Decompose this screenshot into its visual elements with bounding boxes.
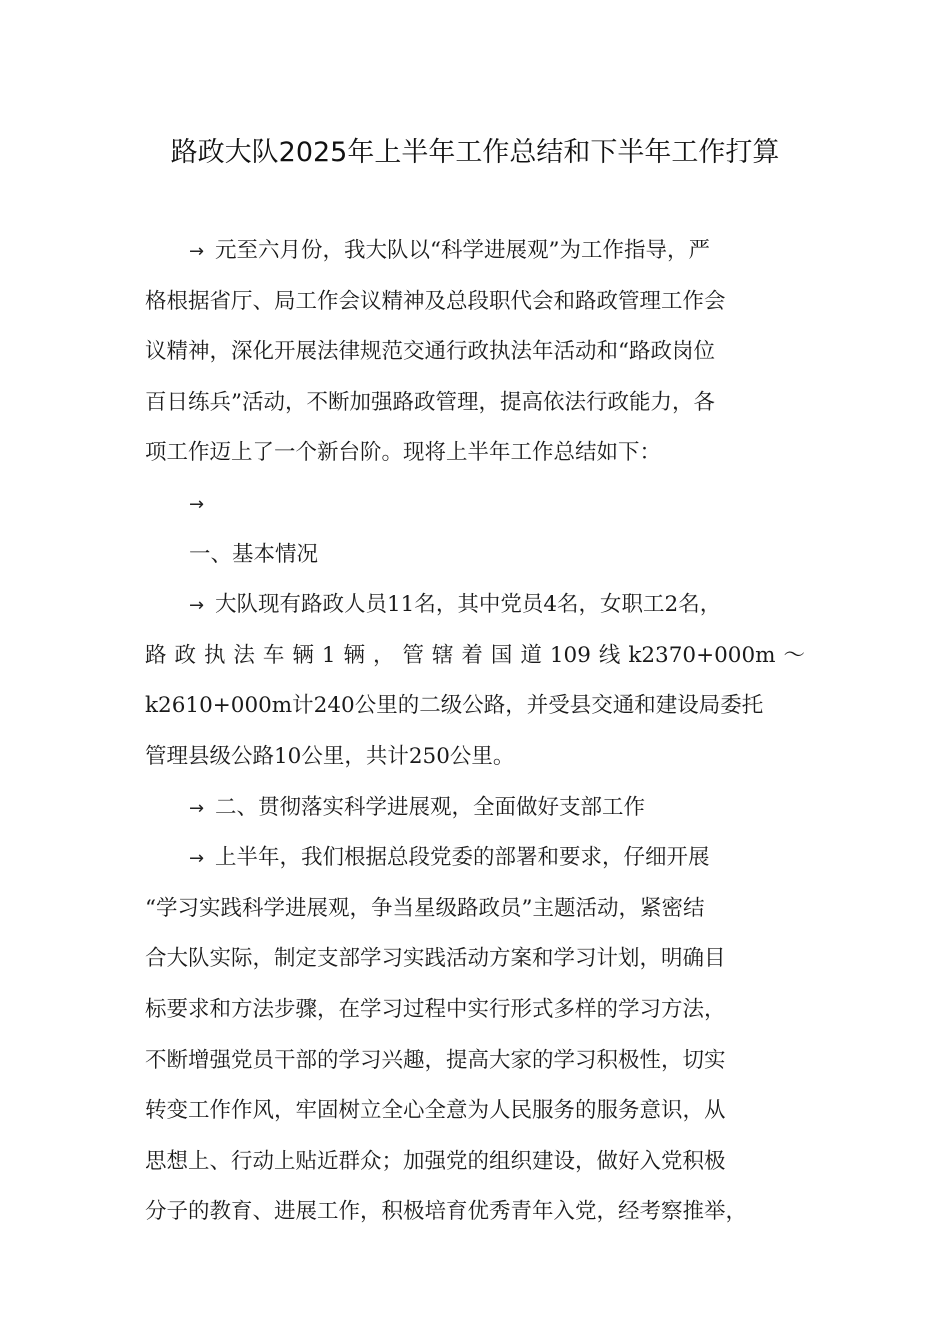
text-line-content: 百日练兵”活动，不断加强路政管理，提高依法行政能力，各 (145, 389, 715, 415)
text-line (145, 378, 805, 429)
text-line (145, 1086, 805, 1137)
text-line (145, 1137, 805, 1188)
text-line (145, 631, 805, 682)
text-line (145, 934, 805, 985)
text-line-content: 不断增强党员干部的学习兴趣，提高大家的学习积极性，切实 (145, 1047, 726, 1073)
document-title: 路政大队2025年上半年工作总结和下半年工作打算 (170, 137, 780, 168)
text-line-content: 大队现有路政人员11名，其中党员4名，女职工2名， (215, 592, 722, 618)
text-line-content: 管理县级公路10公里，共计250公里。 (145, 743, 515, 769)
text-line-content: 思想上、行动上贴近群众；加强党的组织建设，做好入党积极 (145, 1148, 726, 1174)
text-line-content: 合大队实际，制定支部学习实践活动方案和学习计划，明确目 (145, 946, 726, 972)
text-line-content: 元至六月份，我大队以“科学进展观”为工作指导，严 (215, 238, 710, 263)
paragraph-mark-icon: → (189, 493, 205, 515)
text-line-content: 格根据省厅、局工作会议精神及总段职代会和路政管理工作会 (145, 288, 726, 314)
text-line-content: 项工作迈上了一个新台阶。现将上半年工作总结如下： (145, 440, 662, 466)
text-line-content: 标要求和方法步骤，在学习过程中实行形式多样的学习方法， (145, 996, 726, 1022)
text-line (145, 681, 805, 732)
text-line (145, 428, 805, 479)
text-line-content: 转变工作作风，牢固树立全心全意为人民服务的服务意识，从 (145, 1098, 726, 1124)
text-line (145, 884, 805, 935)
text-line (145, 479, 805, 530)
text-line (145, 985, 805, 1036)
text-line (145, 1036, 805, 1087)
text-line-content: 分子的教育、进展工作，积极培育优秀青年入党，经考察推举， (145, 1199, 748, 1225)
text-line-content: 一、基本情况 (189, 541, 319, 567)
text-line (145, 327, 805, 378)
text-line (145, 226, 805, 277)
text-line-content: k2610+000m计240公里的二级公路，并受县交通和建设局委托 (145, 693, 764, 719)
text-line-content: 议精神，深化开展法律规范交通行政执法年活动和“路政岗位 (145, 339, 715, 365)
text-line (145, 833, 805, 884)
document-body (145, 226, 805, 1238)
text-line (145, 277, 805, 328)
text-line-content: “学习实践科学进展观，争当星级路政员”主题活动，紧密结 (145, 895, 705, 921)
text-line (145, 530, 805, 581)
paragraph-mark-icon: → (189, 797, 205, 819)
text-line-content: 路政执法车辆1辆，管辖着国道109线k2370+000m～ (145, 642, 805, 668)
paragraph-mark-icon: → (189, 241, 205, 262)
text-line (145, 783, 805, 834)
text-line (145, 580, 805, 631)
paragraph-mark-icon: → (189, 848, 205, 870)
text-line (145, 732, 805, 783)
text-line-content: 二、贯彻落实科学进展观，全面做好支部工作 (215, 794, 646, 820)
text-line-content: 上半年，我们根据总段党委的部署和要求，仔细开展 (215, 845, 710, 871)
text-line (145, 1187, 805, 1238)
paragraph-mark-icon: → (189, 595, 205, 617)
